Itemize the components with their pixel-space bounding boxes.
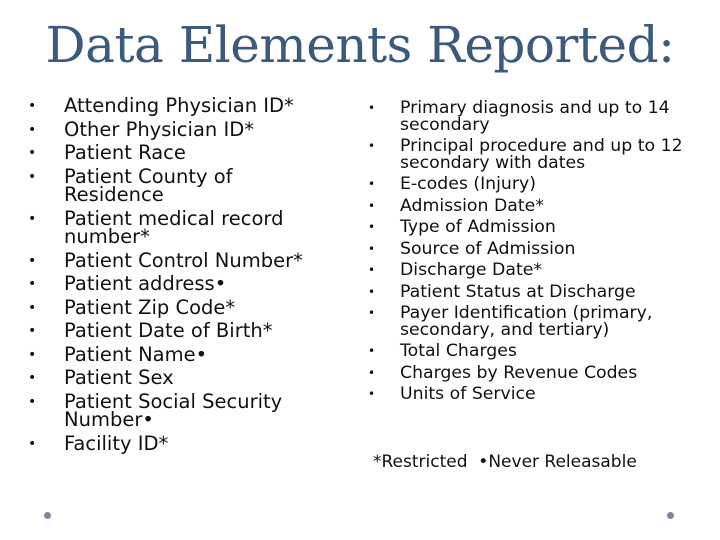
list-item-text: Total Charges bbox=[400, 341, 517, 361]
bullet-icon: • bbox=[368, 139, 376, 153]
list-item-text: Patient medical record number* bbox=[64, 206, 284, 248]
list-item bbox=[24, 342, 344, 366]
list-item bbox=[365, 100, 710, 133]
list-item bbox=[365, 362, 710, 383]
bullet-icon: • bbox=[28, 252, 37, 269]
list-item bbox=[365, 176, 710, 193]
bullet-icon: • bbox=[28, 98, 37, 114]
bullet-icon: • bbox=[368, 241, 376, 256]
list-item bbox=[24, 248, 344, 272]
list-item-text: Patient Control Number* bbox=[64, 248, 303, 272]
bullet-icon: • bbox=[28, 323, 37, 339]
list-item bbox=[24, 94, 334, 117]
list-item bbox=[24, 164, 294, 206]
list-item bbox=[365, 281, 710, 302]
bullet-icon: • bbox=[28, 121, 37, 138]
list-item bbox=[365, 305, 700, 338]
list-item-text: Patient Social Security Number• bbox=[64, 389, 283, 431]
list-item bbox=[24, 206, 354, 248]
list-item bbox=[365, 138, 710, 171]
list-item bbox=[365, 238, 710, 259]
list-item-text: Patient Sex bbox=[64, 366, 174, 389]
list-item bbox=[24, 389, 349, 431]
bullet-icon: • bbox=[368, 284, 376, 299]
list-item-text: Charges by Revenue Codes bbox=[400, 362, 638, 383]
list-item bbox=[24, 366, 344, 389]
bullet-icon: • bbox=[368, 220, 376, 234]
list-item bbox=[365, 219, 710, 236]
bullet-icon: • bbox=[28, 299, 37, 316]
list-item-text: Primary diagnosis and up to 14 secondary bbox=[400, 98, 670, 135]
list-item bbox=[365, 262, 710, 279]
list-item bbox=[24, 319, 344, 342]
bullet-icon: • bbox=[368, 263, 376, 277]
bullet-icon: • bbox=[28, 393, 37, 410]
bullet-icon: • bbox=[28, 276, 37, 292]
list-item bbox=[365, 195, 710, 216]
list-item-text: Principal procedure and up to 12 secondary with dates bbox=[400, 136, 683, 173]
list-item bbox=[24, 272, 344, 295]
list-item-text: E-codes (Injury) bbox=[400, 174, 536, 194]
list-item-text: Patient County of Residence bbox=[64, 164, 233, 206]
list-item-text: Patient Status at Discharge bbox=[400, 281, 636, 302]
bullet-icon: • bbox=[368, 344, 376, 358]
bullet-icon: • bbox=[28, 210, 37, 227]
slide-title: Data Elements Reported: bbox=[45, 16, 675, 74]
list-item bbox=[24, 295, 344, 319]
list-item-text: Type of Admission bbox=[400, 217, 556, 237]
list-item-text: Source of Admission bbox=[400, 238, 576, 259]
bullet-icon: • bbox=[368, 306, 376, 320]
bullet-icon: • bbox=[368, 387, 376, 401]
left-bullet-list bbox=[24, 94, 344, 458]
list-item-text: Payer Identification (primary, secondary, and tertiary) bbox=[400, 303, 653, 340]
list-item-text: Patient Race bbox=[64, 141, 186, 164]
list-item-text: Patient Name• bbox=[64, 342, 208, 366]
list-item bbox=[24, 141, 344, 164]
list-item bbox=[24, 117, 344, 141]
bullet-icon: • bbox=[368, 365, 376, 380]
list-item-text: Admission Date* bbox=[400, 195, 544, 216]
bullet-icon: • bbox=[28, 346, 37, 363]
bullet-icon: • bbox=[28, 145, 37, 161]
list-item-text: Units of Service bbox=[400, 384, 536, 404]
bullet-icon: • bbox=[368, 198, 376, 213]
right-bullet-list bbox=[365, 100, 710, 408]
list-item-text: Patient Date of Birth* bbox=[64, 319, 273, 342]
list-item-text: Facility ID* bbox=[64, 431, 169, 455]
list-item-text: Other Physician ID* bbox=[64, 117, 254, 141]
bullet-icon: • bbox=[28, 435, 37, 452]
list-item bbox=[24, 431, 344, 455]
decorative-dot-icon bbox=[44, 512, 51, 519]
bullet-icon: • bbox=[28, 370, 37, 386]
list-item-text: Patient Zip Code* bbox=[64, 295, 236, 319]
list-item-text: Patient address• bbox=[64, 272, 227, 295]
list-item bbox=[365, 386, 710, 403]
decorative-dot-icon bbox=[667, 512, 674, 519]
bullet-icon: • bbox=[368, 177, 376, 191]
list-item bbox=[365, 343, 710, 360]
bullet-icon: • bbox=[28, 168, 37, 185]
bullet-icon: • bbox=[368, 101, 376, 115]
legend-note: *Restricted •Never Releasable bbox=[373, 452, 637, 472]
list-item-text: Discharge Date* bbox=[400, 260, 542, 280]
list-item-text: Attending Physician ID* bbox=[64, 94, 294, 117]
